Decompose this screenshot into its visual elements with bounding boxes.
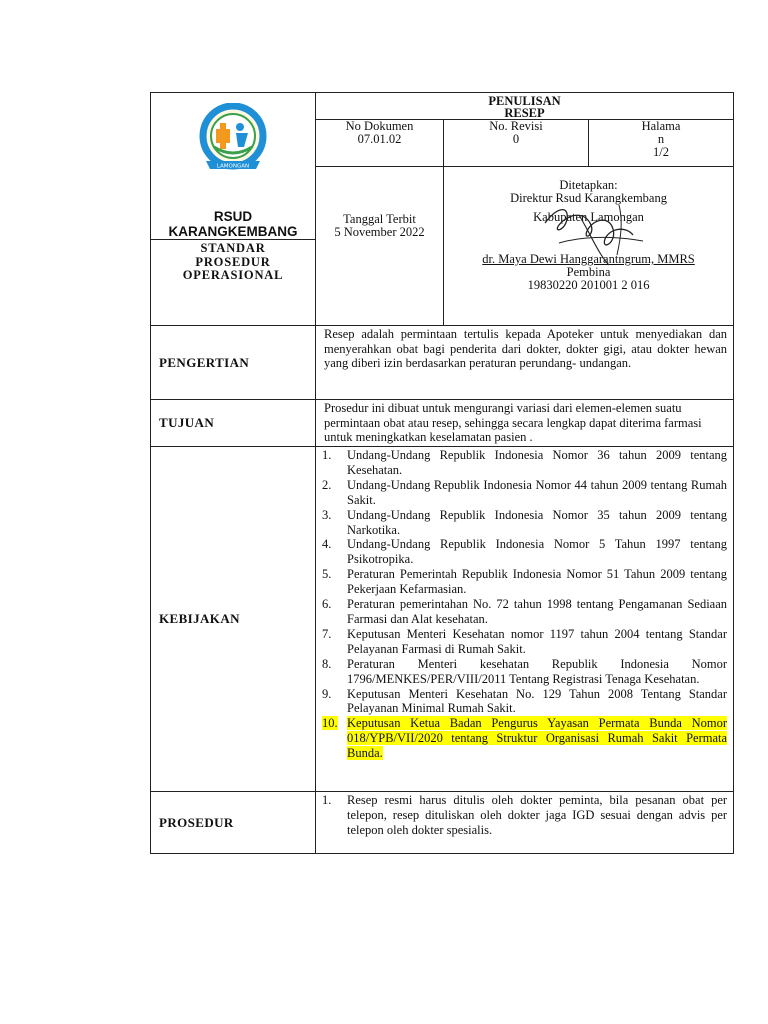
list-item [316,508,733,538]
approval-cell: Ditetapkan: Direktur Rsud Karangkembang Kabupaten Lamongan dr. Maya Dewi Hanggarantngrum, MMRS Pembina 19830220 201001 2 016 [444,167,734,326]
pengertian-label: PENGERTIAN [151,326,316,400]
hospital-logo-icon [192,103,274,175]
list-item [316,478,733,508]
document-title: PENULISAN RESEP [316,93,734,120]
list-item-number: 2. [322,477,332,492]
list-item-number: 5. [322,567,332,582]
list-item [316,597,733,627]
sop-label-cell: STANDAR PROSEDUR OPERASIONAL [151,240,316,326]
kebijakan-list [316,448,733,761]
list-item-text: Undang-Undang Republik Indonesia Nomor 35 tahun 2009 tentang Narkotika. [347,507,728,537]
list-item-text: Resep resmi harus ditulis oleh dokter peminta, bila pesanan obat per telepon, resep dituliskan oleh dokter jaga IGD sesuai dengan advis per telepon oleh dokter spesialis. [347,793,728,837]
kebijakan-label: KEBIJAKAN [151,447,316,792]
list-item [316,657,733,687]
revision-cell: No. Revisi 0 [444,120,589,167]
list-item [316,687,733,717]
list-item [316,448,733,478]
tujuan-text: Prosedur ini dibuat untuk mengurangi variasi dari elemen-elemen suatu permintaan obat atau resep, sehingga secara lengkap dapat diterima farmasi untuk meningkatkan keselamatan pasien . [316,400,734,447]
list-item [316,793,733,838]
list-item-number: 9. [322,686,332,701]
list-item-text: Keputusan Ketua Badan Pengurus Yayasan Permata Bunda Nomor 018/YPB/VII/2020 tentang Struktur Organisasi Rumah Sakit Permata Bunda. [347,716,728,761]
list-item-text: Keputusan Menteri Kesehatan nomor 1197 tahun 2004 tentang Standar Pelayanan Farmasi di Rumah Sakit. [347,626,728,656]
signer-name: dr. Maya Dewi Hanggarantngrum, MMRS [482,252,695,266]
list-item [316,537,733,567]
list-item-number: 8. [322,656,332,671]
list-item-number: 1. [322,448,332,462]
sop-document-table [150,92,734,854]
hospital-name: RSUD KARANGKEMBANG [168,209,298,239]
prosedur-list-cell [316,792,734,854]
list-item-number: 10. [322,716,338,731]
list-item [316,627,733,657]
page-cell: Halama n 1/2 [589,120,734,167]
tujuan-label: TUJUAN [151,400,316,447]
svg-text:LAMONGAN: LAMONGAN [216,163,250,170]
prosedur-label: PROSEDUR [151,792,316,854]
list-item [316,567,733,597]
list-item-number: 4. [322,537,332,552]
list-item-text: Undang-Undang Republik Indonesia Nomor 36 tahun 2009 tentang Kesehatan. [347,448,728,477]
pengertian-text: Resep adalah permintaan tertulis kepada Apoteker untuk menyediakan dan menyerahkan obat bagi penderita dari dokter, dokter gigi, atau dokter hewan yang diberi izin berdasarkan peraturan perundang- undangan. [316,326,734,400]
list-item-number: 3. [322,507,332,522]
hospital-logo-cell [151,93,316,240]
list-item-text: Peraturan pemerintahan No. 72 tahun 1998 tentang Pengamanan Sediaan Farmasi dan Alat kesehatan. [347,597,728,626]
list-item-number: 7. [322,626,332,641]
list-item-text: Undang-Undang Republik Indonesia Nomor 44 tahun 2009 tentang Rumah Sakit. [347,477,728,507]
list-item [316,716,733,761]
kebijakan-list-cell [316,447,734,792]
list-item-number: 1. [322,793,332,807]
list-item-number: 6. [322,597,332,612]
signature-icon [539,185,649,270]
list-item-text: Peraturan Menteri kesehatan Republik Indonesia Nomor 1796/MENKES/PER/VIII/2011 Tentang Registrasi Tenaga Kesehatan. [347,656,728,686]
issue-date-cell: Tanggal Terbit 5 November 2022 [316,167,444,326]
doc-number-cell: No Dokumen 07.01.02 [316,120,444,167]
list-item-text: Undang-Undang Republik Indonesia Nomor 5 Tahun 1997 tentang Psikotropika. [347,537,728,567]
prosedur-list [316,793,733,838]
list-item-text: Peraturan Pemerintah Republik Indonesia Nomor 51 Tahun 2009 tentang Pekerjaan Kefarmasian. [347,567,728,597]
list-item-text: Keputusan Menteri Kesehatan No. 129 Tahun 2008 Tentang Standar Pelayanan Minimal Rumah Sakit. [347,686,728,716]
